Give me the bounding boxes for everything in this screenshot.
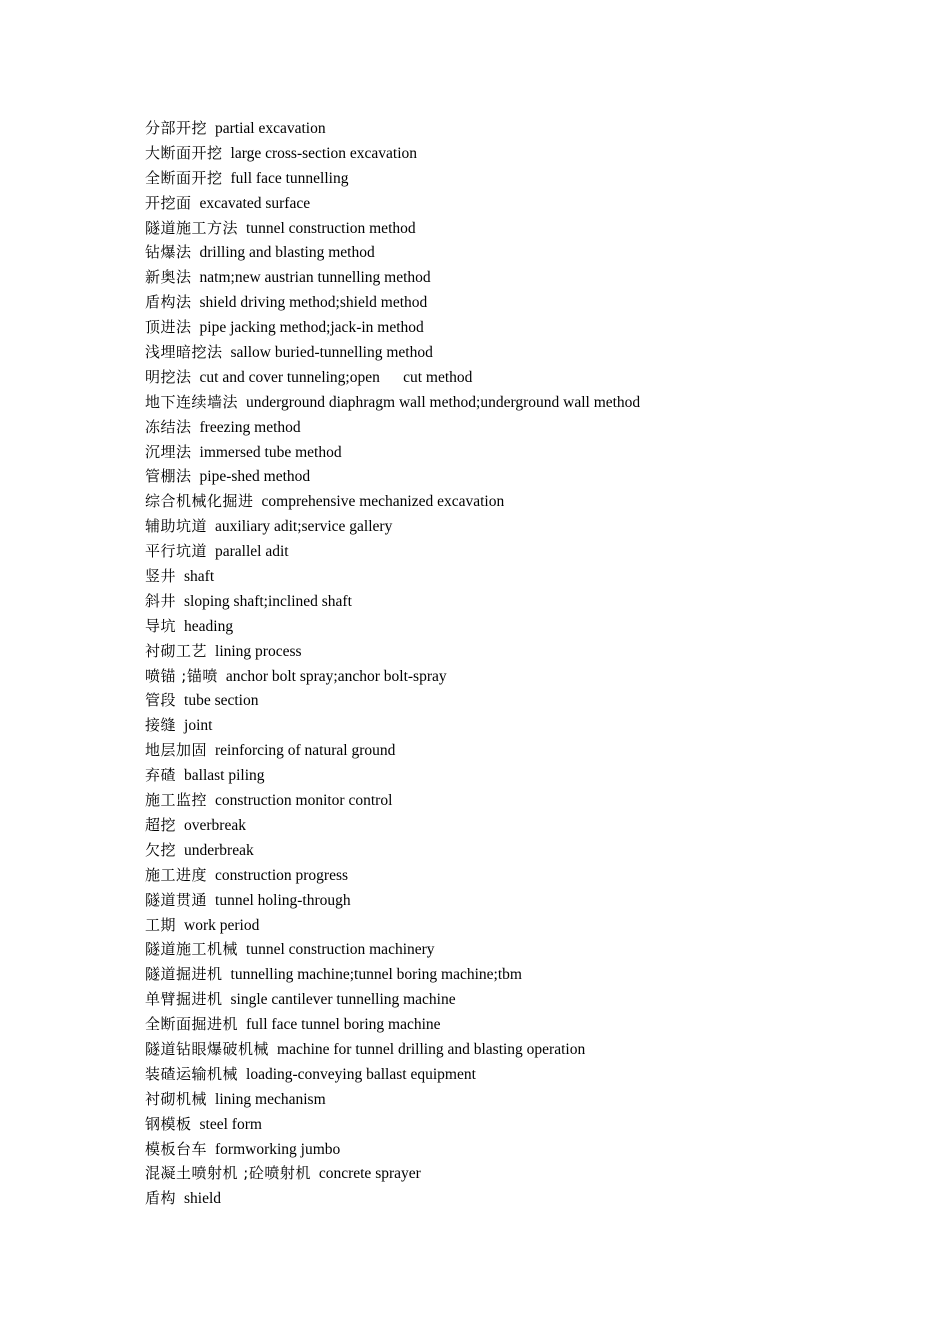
- term-english: steel form: [199, 1115, 262, 1133]
- term-english: underground diaphragm wall method;underground wall method: [246, 393, 641, 411]
- glossary-entry: [145, 290, 925, 315]
- term-chinese: 地层加固: [145, 741, 208, 760]
- term-english: tunnel construction machinery: [246, 941, 435, 959]
- term-chinese: 全断面掘进机: [145, 1015, 239, 1034]
- term-english: shield: [184, 1190, 222, 1208]
- term-english: concrete sprayer: [318, 1165, 421, 1183]
- term-chinese: 衬砌机械: [145, 1089, 208, 1108]
- term-chinese: 管段: [145, 691, 177, 710]
- term-english: overbreak: [184, 816, 246, 834]
- glossary-entry: [145, 1186, 925, 1211]
- glossary-entry: [145, 1062, 925, 1087]
- term-english: single cantilever tunnelling machine: [230, 991, 456, 1009]
- term-chinese: 综合机械化掘进: [145, 492, 254, 511]
- glossary-entry: [145, 813, 925, 838]
- term-english: reinforcing of natural ground: [215, 742, 396, 760]
- term-chinese: 超挖: [145, 815, 177, 834]
- term-chinese: 施工监控: [145, 791, 208, 810]
- term-chinese: 欠挖: [145, 840, 177, 859]
- term-english: cut and cover tunneling;open cut method: [199, 368, 473, 386]
- term-chinese: 接缝: [145, 716, 177, 735]
- glossary-entry: [145, 440, 925, 465]
- glossary-entry: [145, 1161, 925, 1186]
- term-english: sallow buried-tunnelling method: [230, 344, 433, 362]
- glossary-entry: [145, 166, 925, 191]
- term-chinese: 钻爆法: [145, 243, 192, 262]
- term-english: lining process: [215, 642, 302, 660]
- glossary-entry: [145, 365, 925, 390]
- term-chinese: 施工进度: [145, 865, 208, 884]
- term-english: comprehensive mechanized excavation: [261, 493, 505, 511]
- glossary-entry: [145, 937, 925, 962]
- term-english: heading: [184, 617, 234, 635]
- glossary-entry: [145, 340, 925, 365]
- glossary-entry: [145, 415, 925, 440]
- term-chinese: 隧道贯通: [145, 890, 208, 909]
- glossary-entry: [145, 888, 925, 913]
- term-english: parallel adit: [215, 543, 289, 561]
- term-chinese: 隧道施工机械: [145, 940, 239, 959]
- glossary-entry: [145, 614, 925, 639]
- glossary-entry: [145, 390, 925, 415]
- term-english: work period: [184, 916, 260, 934]
- term-english: natm;new austrian tunnelling method: [199, 269, 431, 287]
- glossary-entry: [145, 1012, 925, 1037]
- term-chinese: 地下连续墙法: [145, 392, 239, 411]
- term-chinese: 混凝土喷射机 ;砼喷射机: [145, 1164, 311, 1183]
- glossary-entry: [145, 564, 925, 589]
- term-chinese: 辅助坑道: [145, 517, 208, 536]
- term-chinese: 明挖法: [145, 367, 192, 386]
- term-english: immersed tube method: [199, 443, 342, 461]
- term-english: excavated surface: [199, 194, 311, 212]
- glossary-entry: [145, 489, 925, 514]
- glossary-entry: [145, 514, 925, 539]
- glossary-entry: [145, 240, 925, 265]
- term-english: construction progress: [215, 866, 349, 884]
- glossary-entry: [145, 315, 925, 340]
- term-english: full face tunnelling: [230, 169, 349, 187]
- glossary-entry: [145, 863, 925, 888]
- term-chinese: 竖井: [145, 567, 177, 586]
- glossary-entry: [145, 589, 925, 614]
- term-chinese: 模板台车: [145, 1139, 208, 1158]
- term-english: joint: [184, 717, 213, 735]
- term-chinese: 隧道钻眼爆破机械: [145, 1039, 270, 1058]
- term-english: tunnelling machine;tunnel boring machine;tbm: [230, 966, 522, 984]
- glossary-entry: [145, 116, 925, 141]
- term-english: construction monitor control: [215, 792, 393, 810]
- term-english: loading-conveying ballast equipment: [246, 1065, 476, 1083]
- term-chinese: 大断面开挖: [145, 143, 223, 162]
- term-chinese: 钢模板: [145, 1114, 192, 1133]
- glossary-entry: [145, 464, 925, 489]
- term-chinese: 装碴运输机械: [145, 1064, 239, 1083]
- glossary-entry: [145, 763, 925, 788]
- term-chinese: 管棚法: [145, 467, 192, 486]
- glossary-entry: [145, 1087, 925, 1112]
- term-chinese: 隧道施工方法: [145, 218, 239, 237]
- glossary-entry: [145, 639, 925, 664]
- glossary-entry: [145, 913, 925, 938]
- glossary-entry: [145, 216, 925, 241]
- term-english: auxiliary adit;service gallery: [215, 518, 393, 536]
- term-english: underbreak: [184, 841, 254, 859]
- term-chinese: 盾构: [145, 1189, 177, 1208]
- glossary-list: [145, 116, 925, 1211]
- glossary-entry: [145, 191, 925, 216]
- term-chinese: 顶进法: [145, 318, 192, 337]
- glossary-entry: [145, 1037, 925, 1062]
- glossary-entry: [145, 788, 925, 813]
- glossary-entry: [145, 1112, 925, 1137]
- term-english: pipe jacking method;jack-in method: [199, 319, 424, 337]
- glossary-entry: [145, 688, 925, 713]
- glossary-entry: [145, 141, 925, 166]
- term-english: large cross-section excavation: [230, 144, 418, 162]
- glossary-entry: [145, 539, 925, 564]
- term-chinese: 平行坑道: [145, 542, 208, 561]
- term-english: tunnel construction method: [246, 219, 416, 237]
- term-english: shield driving method;shield method: [199, 294, 428, 312]
- term-english: formworking jumbo: [215, 1140, 341, 1158]
- glossary-entry: [145, 713, 925, 738]
- term-chinese: 沉埋法: [145, 442, 192, 461]
- term-chinese: 单臂掘进机: [145, 990, 223, 1009]
- term-english: lining mechanism: [215, 1090, 326, 1108]
- term-chinese: 盾构法: [145, 293, 192, 312]
- term-english: ballast piling: [184, 767, 265, 785]
- glossary-entry: [145, 738, 925, 763]
- term-chinese: 开挖面: [145, 193, 192, 212]
- glossary-entry: [145, 265, 925, 290]
- term-chinese: 喷锚 ;锚喷: [145, 666, 218, 685]
- glossary-entry: [145, 664, 925, 689]
- glossary-entry: [145, 987, 925, 1012]
- glossary-entry: [145, 962, 925, 987]
- term-chinese: 弃碴: [145, 766, 177, 785]
- term-english: freezing method: [199, 418, 301, 436]
- term-english: partial excavation: [215, 120, 326, 137]
- term-english: sloping shaft;inclined shaft: [184, 592, 352, 610]
- term-english: anchor bolt spray;anchor bolt-spray: [225, 667, 447, 685]
- term-english: drilling and blasting method: [199, 244, 375, 262]
- term-chinese: 新奥法: [145, 268, 192, 287]
- term-english: shaft: [184, 568, 215, 586]
- term-chinese: 衬砌工艺: [145, 641, 208, 660]
- term-chinese: 分部开挖: [145, 119, 208, 137]
- term-chinese: 隧道掘进机: [145, 965, 223, 984]
- term-english: tube section: [184, 692, 259, 710]
- term-chinese: 工期: [145, 915, 177, 934]
- term-english: full face tunnel boring machine: [246, 1016, 441, 1034]
- glossary-entry: [145, 1137, 925, 1162]
- term-chinese: 冻结法: [145, 417, 192, 436]
- term-chinese: 全断面开挖: [145, 168, 223, 187]
- glossary-entry: [145, 838, 925, 863]
- term-chinese: 浅埋暗挖法: [145, 343, 223, 362]
- term-english: tunnel holing-through: [215, 891, 351, 909]
- term-chinese: 斜井: [145, 591, 177, 610]
- term-english: pipe-shed method: [199, 468, 311, 486]
- term-chinese: 导坑: [145, 616, 177, 635]
- term-english: machine for tunnel drilling and blasting operation: [277, 1040, 586, 1058]
